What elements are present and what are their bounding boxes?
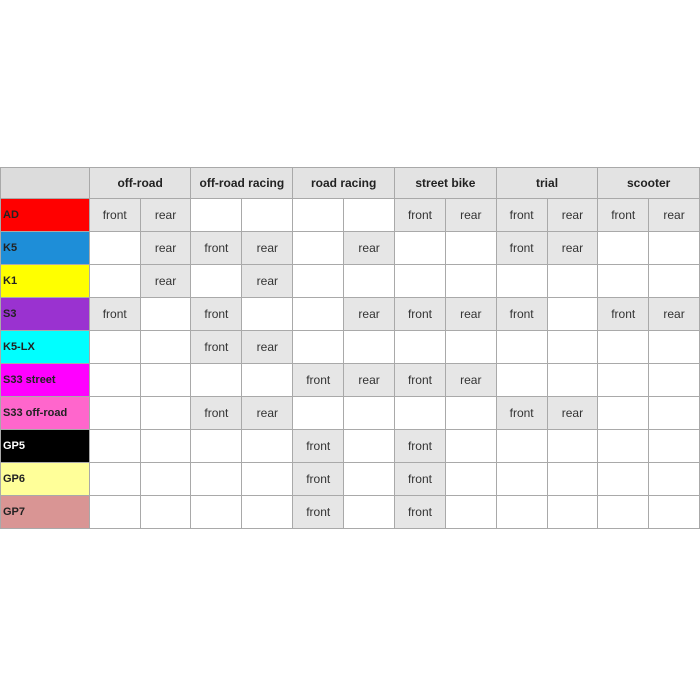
table-cell: [649, 331, 700, 364]
table-cell: [191, 496, 242, 529]
table-cell: [89, 232, 140, 265]
table-cell: [649, 397, 700, 430]
table-cell: [344, 199, 395, 232]
table-cell: front: [395, 298, 446, 331]
table-cell: [445, 496, 496, 529]
table-cell: [496, 430, 547, 463]
table-cell: [140, 397, 191, 430]
table-cell: [344, 331, 395, 364]
table-cell: [242, 364, 293, 397]
table-cell: [445, 265, 496, 298]
table-cell: rear: [649, 298, 700, 331]
compatibility-table: [0, 167, 700, 529]
table-cell: [445, 331, 496, 364]
table-cell: front: [395, 364, 446, 397]
table-cell: front: [496, 199, 547, 232]
table-cell: [598, 397, 649, 430]
row-label: K5: [1, 232, 90, 265]
table-cell: [89, 364, 140, 397]
table-cell: rear: [445, 364, 496, 397]
table-cell: [293, 265, 344, 298]
column-header: off-road: [89, 168, 191, 199]
table-cell: rear: [242, 265, 293, 298]
table-cell: [89, 430, 140, 463]
table-cell: [547, 496, 598, 529]
table-row: [1, 331, 700, 364]
table-cell: [140, 463, 191, 496]
table-cell: [242, 430, 293, 463]
table-cell: [598, 430, 649, 463]
table-row: [1, 232, 700, 265]
table-row: [1, 463, 700, 496]
table-cell: [649, 265, 700, 298]
table-cell: [649, 463, 700, 496]
table-cell: front: [598, 199, 649, 232]
table-cell: front: [496, 397, 547, 430]
table-cell: [395, 232, 446, 265]
table-cell: [140, 496, 191, 529]
table-cell: rear: [547, 397, 598, 430]
table-cell: rear: [140, 232, 191, 265]
table-cell: [140, 364, 191, 397]
table-cell: rear: [140, 199, 191, 232]
table-cell: [547, 331, 598, 364]
row-label: GP6: [1, 463, 90, 496]
table-cell: [140, 298, 191, 331]
table-cell: front: [598, 298, 649, 331]
table-cell: front: [293, 463, 344, 496]
table-cell: rear: [547, 232, 598, 265]
table-cell: [598, 463, 649, 496]
table-cell: [89, 265, 140, 298]
table-cell: [547, 430, 598, 463]
table-cell: rear: [140, 265, 191, 298]
table-cell: [191, 364, 242, 397]
column-header: off-road racing: [191, 168, 293, 199]
table-cell: front: [293, 496, 344, 529]
table-cell: front: [395, 430, 446, 463]
table-cell: rear: [344, 364, 395, 397]
column-header: trial: [496, 168, 598, 199]
table-cell: front: [395, 199, 446, 232]
table-cell: [598, 331, 649, 364]
table-row: [1, 364, 700, 397]
table-cell: front: [293, 364, 344, 397]
table-cell: rear: [242, 397, 293, 430]
table-cell: [445, 232, 496, 265]
table-row: [1, 199, 700, 232]
row-label: S33 off-road: [1, 397, 90, 430]
table-cell: [344, 463, 395, 496]
table-cell: front: [395, 496, 446, 529]
row-label: S33 street: [1, 364, 90, 397]
table-cell: [547, 463, 598, 496]
table-cell: [140, 331, 191, 364]
table-cell: rear: [547, 199, 598, 232]
table-cell: [445, 397, 496, 430]
table-cell: [598, 265, 649, 298]
table-cell: [293, 397, 344, 430]
table-cell: front: [191, 232, 242, 265]
table-cell: front: [395, 463, 446, 496]
table-cell: [293, 232, 344, 265]
table-cell: [649, 430, 700, 463]
table-cell: [191, 430, 242, 463]
table-cell: [293, 298, 344, 331]
table-row: [1, 265, 700, 298]
table-cell: [191, 199, 242, 232]
table-cell: [496, 463, 547, 496]
row-label: GP5: [1, 430, 90, 463]
column-header: scooter: [598, 168, 700, 199]
table-cell: [547, 364, 598, 397]
table-cell: front: [191, 397, 242, 430]
table-cell: rear: [344, 298, 395, 331]
table-cell: [293, 199, 344, 232]
table-body: [1, 199, 700, 529]
table-cell: front: [191, 331, 242, 364]
table-cell: rear: [445, 298, 496, 331]
table-cell: [344, 430, 395, 463]
table-cell: [395, 397, 446, 430]
table-cell: front: [89, 199, 140, 232]
table-cell: [395, 331, 446, 364]
table-cell: rear: [649, 199, 700, 232]
header-row: [1, 168, 700, 199]
table-cell: [242, 298, 293, 331]
table-cell: [293, 331, 344, 364]
row-label: AD: [1, 199, 90, 232]
table-cell: [242, 199, 293, 232]
row-label: K5-LX: [1, 331, 90, 364]
table-cell: [191, 265, 242, 298]
table-cell: [242, 496, 293, 529]
table-cell: [344, 496, 395, 529]
table-cell: [547, 298, 598, 331]
table-cell: rear: [445, 199, 496, 232]
table-cell: [89, 397, 140, 430]
table-cell: [344, 397, 395, 430]
table-cell: [496, 496, 547, 529]
table-cell: [445, 463, 496, 496]
table-cell: [649, 496, 700, 529]
table-cell: rear: [344, 232, 395, 265]
table-cell: [445, 430, 496, 463]
table-cell: rear: [242, 232, 293, 265]
table-cell: [649, 364, 700, 397]
table-cell: [191, 463, 242, 496]
table-cell: [89, 496, 140, 529]
table-cell: front: [89, 298, 140, 331]
table-cell: [496, 364, 547, 397]
table-cell: front: [496, 232, 547, 265]
table-cell: [242, 463, 293, 496]
row-label: K1: [1, 265, 90, 298]
table-cell: [598, 232, 649, 265]
column-header: road racing: [293, 168, 395, 199]
table-cell: [89, 463, 140, 496]
table-cell: [496, 331, 547, 364]
row-label: GP7: [1, 496, 90, 529]
header-corner: [1, 168, 90, 199]
table-row: [1, 298, 700, 331]
table-cell: [395, 265, 446, 298]
column-header: street bike: [395, 168, 497, 199]
table-cell: [496, 265, 547, 298]
table-cell: [598, 364, 649, 397]
table-cell: front: [191, 298, 242, 331]
table-cell: front: [293, 430, 344, 463]
table-cell: [89, 331, 140, 364]
table-row: [1, 496, 700, 529]
table-cell: [140, 430, 191, 463]
table-cell: [344, 265, 395, 298]
table-cell: rear: [242, 331, 293, 364]
table-row: [1, 430, 700, 463]
table-cell: [598, 496, 649, 529]
row-label: S3: [1, 298, 90, 331]
table-cell: front: [496, 298, 547, 331]
table-cell: [547, 265, 598, 298]
table-cell: [649, 232, 700, 265]
table-row: [1, 397, 700, 430]
